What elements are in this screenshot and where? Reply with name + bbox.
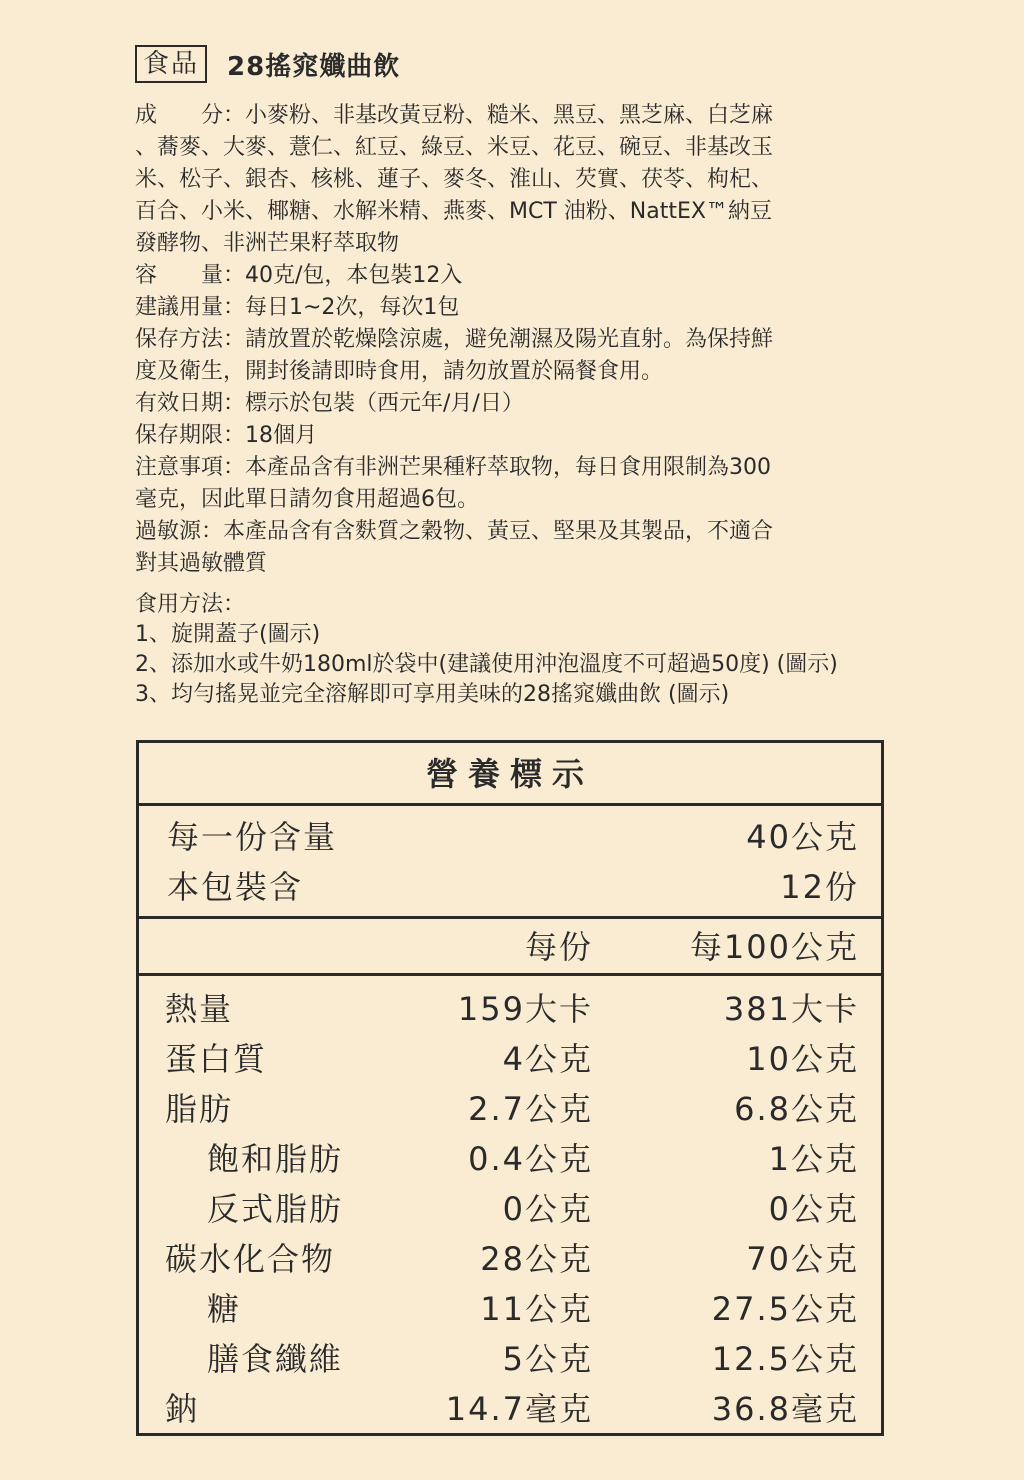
product-info xyxy=(135,100,895,580)
serving-info xyxy=(139,806,881,919)
ingredients-label: 成 分： xyxy=(135,103,246,128)
nutrient-per-serving: 0公克 xyxy=(502,1190,593,1228)
nutrient-per-100g: 36.8毫克 xyxy=(711,1390,859,1428)
nutrient-per-serving: 14.7毫克 xyxy=(445,1390,593,1428)
nutrient-per-100g: 27.5公克 xyxy=(711,1290,859,1328)
method-step-1: 1、旋開蓋子(圖示) xyxy=(135,622,321,647)
caution-line-2: 毫克，因此單日請勿食用超過6包。 xyxy=(135,487,479,512)
category-badge: 食品 xyxy=(135,45,207,83)
nutrition-table xyxy=(136,740,884,1436)
column-header-row xyxy=(139,919,881,976)
nutrient-per-100g: 381大卡 xyxy=(723,990,859,1028)
nutrient-per-serving: 4公克 xyxy=(502,1040,593,1078)
nutrient-rows xyxy=(139,976,881,1434)
caution-line-1: 注意事項：本產品含有非洲芒果種籽萃取物，每日食用限制為300 xyxy=(135,455,771,480)
method-step-3: 3、均勻搖晃並完全溶解即可享用美味的28搖窕孅曲飲 (圖示) xyxy=(135,682,730,707)
col-per-100g: 每100公克 xyxy=(689,928,859,966)
nutrient-per-serving: 11公克 xyxy=(480,1290,593,1328)
shelf-life-line: 保存期限：18個月 xyxy=(135,423,317,448)
nutrient-row xyxy=(139,1234,881,1284)
nutrient-per-serving: 2.7公克 xyxy=(468,1090,593,1128)
nutrient-name: 脂肪 xyxy=(165,1090,234,1128)
usage-method xyxy=(135,590,985,710)
servings-row xyxy=(167,862,859,912)
nutrient-row xyxy=(139,1284,881,1334)
nutrient-name: 蛋白質 xyxy=(165,1040,268,1078)
nutrient-per-serving: 159大卡 xyxy=(457,990,593,1028)
servings-value: 12份 xyxy=(780,868,859,906)
nutrient-row xyxy=(139,1034,881,1084)
ingredients-line-3: 米、松子、銀杏、核桃、蓮子、麥冬、淮山、芡實、茯苓、枸杞、 xyxy=(135,167,774,192)
ingredients-text: 小麥粉、非基改黃豆粉、糙米、黑豆、黑芝麻、白芝麻 xyxy=(245,103,774,128)
nutrient-per-serving: 5公克 xyxy=(502,1340,593,1378)
storage-line-1: 保存方法：請放置於乾燥陰涼處，避免潮濕及陽光直射。為保持鮮 xyxy=(135,327,774,352)
nutrient-per-100g: 0公克 xyxy=(768,1190,859,1228)
nutrient-name: 鈉 xyxy=(165,1390,200,1428)
nutrient-row xyxy=(139,1334,881,1384)
serving-size-label: 每一份含量 xyxy=(167,818,338,856)
storage-line-2: 度及衛生，開封後請即時食用，請勿放置於隔餐食用。 xyxy=(135,359,664,384)
nutrient-name: 反式脂肪 xyxy=(207,1190,344,1228)
ingredients-line-1 xyxy=(135,100,895,132)
product-title: 28搖窕孅曲飲 xyxy=(227,51,401,82)
capacity-line: 容 量：40克/包，本包裝12入 xyxy=(135,263,463,288)
method-label: 食用方法： xyxy=(135,592,246,617)
nutrient-per-100g: 12.5公克 xyxy=(711,1340,859,1378)
nutrient-per-100g: 70公克 xyxy=(746,1240,859,1278)
ingredients-line-2: 、蕎麥、大麥、薏仁、紅豆、綠豆、米豆、花豆、碗豆、非基改玉 xyxy=(135,135,774,160)
serving-size-row xyxy=(167,812,859,862)
ingredients-line-5: 發酵物、非洲芒果籽萃取物 xyxy=(135,231,400,256)
allergen-line-1: 過敏源：本產品含有含麩質之穀物、黃豆、堅果及其製品，不適合 xyxy=(135,519,774,544)
nutrient-per-100g: 1公克 xyxy=(768,1140,859,1178)
nutrient-row xyxy=(139,1084,881,1134)
col-per-serving: 每份 xyxy=(524,928,593,966)
ingredients-line-4: 百合、小米、椰糖、水解米精、燕麥、MCT 油粉、NattEX™納豆 xyxy=(135,199,772,224)
nutrient-name: 糖 xyxy=(207,1290,242,1328)
nutrient-per-serving: 0.4公克 xyxy=(468,1140,593,1178)
servings-label: 本包裝含 xyxy=(167,868,304,906)
nutrient-row xyxy=(139,984,881,1034)
method-step-2: 2、添加水或牛奶180ml於袋中(建議使用沖泡溫度不可超過50度) (圖示) xyxy=(135,652,838,677)
nutrient-name: 碳水化合物 xyxy=(165,1240,336,1278)
nutrient-per-100g: 10公克 xyxy=(746,1040,859,1078)
nutrient-name: 熱量 xyxy=(165,990,234,1028)
serving-size-value: 40公克 xyxy=(746,818,859,856)
nutrition-title: 營養標示 xyxy=(139,743,881,806)
product-header xyxy=(135,45,400,83)
nutrient-name: 膳食纖維 xyxy=(207,1340,344,1378)
nutrient-name: 飽和脂肪 xyxy=(207,1140,344,1178)
nutrient-row xyxy=(139,1184,881,1234)
dosage-line: 建議用量：每日1~2次，每次1包 xyxy=(135,295,460,320)
nutrient-per-serving: 28公克 xyxy=(480,1240,593,1278)
allergen-line-2: 對其過敏體質 xyxy=(135,551,268,576)
nutrient-row xyxy=(139,1384,881,1434)
nutrient-per-100g: 6.8公克 xyxy=(734,1090,859,1128)
expiry-line: 有效日期：標示於包裝（西元年/月/日） xyxy=(135,391,524,416)
nutrient-row xyxy=(139,1134,881,1184)
